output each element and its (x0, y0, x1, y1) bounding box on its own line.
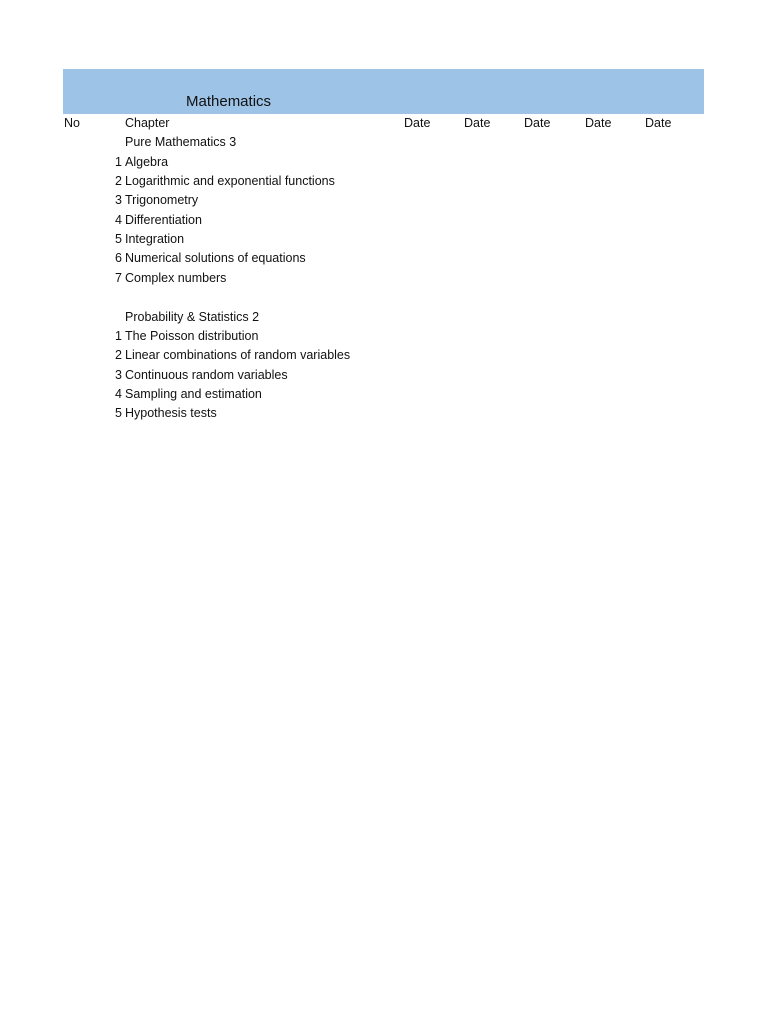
chapter-number: 4 (115, 387, 122, 401)
chapter-title: Continuous random variables (125, 368, 288, 382)
chapter-number: 6 (115, 251, 122, 265)
header-date-1: Date (404, 116, 431, 130)
page-title: Mathematics (186, 93, 272, 110)
chapter-number: 4 (115, 213, 122, 227)
header-date-5: Date (645, 116, 672, 130)
section-title-probability-statistics: Probability & Statistics 2 (125, 310, 260, 324)
chapter-title: Differentiation (125, 213, 202, 227)
chapter-title: Linear combinations of random variables (125, 348, 351, 362)
header-date-2: Date (464, 116, 491, 130)
chapter-title: Numerical solutions of equations (125, 251, 306, 265)
chapter-number: 5 (115, 232, 122, 246)
title-band (63, 69, 704, 114)
chapter-number: 1 (115, 155, 122, 169)
chapter-number: 2 (115, 348, 122, 362)
chapter-title: Algebra (125, 155, 169, 169)
chapter-title: The Poisson distribution (125, 329, 259, 343)
header-no: No (64, 116, 80, 130)
header-chapter: Chapter (125, 116, 170, 130)
chapter-title: Hypothesis tests (125, 406, 217, 420)
chapter-number: 3 (115, 368, 122, 382)
chapter-number: 7 (115, 271, 122, 285)
header-date-4: Date (585, 116, 612, 130)
chapter-number: 5 (115, 406, 122, 420)
chapter-number: 3 (115, 193, 122, 207)
header-date-3: Date (524, 116, 551, 130)
chapter-title: Sampling and estimation (125, 387, 262, 401)
chapter-title: Trigonometry (125, 193, 199, 207)
chapter-title: Logarithmic and exponential functions (125, 174, 335, 188)
section-title-pure-mathematics: Pure Mathematics 3 (125, 135, 237, 149)
chapter-title: Complex numbers (125, 271, 227, 285)
chapter-title: Integration (125, 232, 185, 246)
chapter-number: 2 (115, 174, 122, 188)
chapter-number: 1 (115, 329, 122, 343)
